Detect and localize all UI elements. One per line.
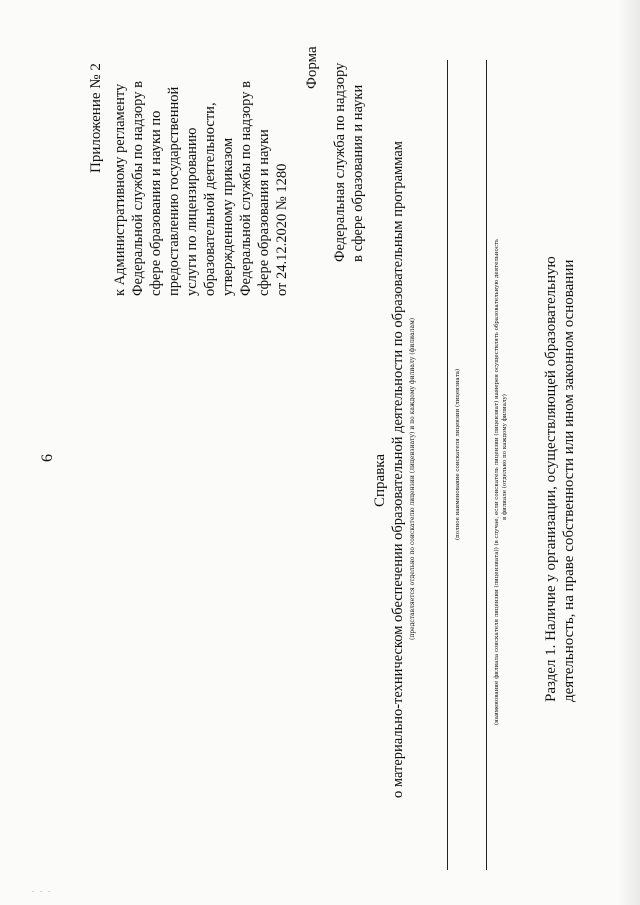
- document-title: Справка: [372, 454, 388, 507]
- scan-corner-mark: - - -: [32, 888, 53, 895]
- appendix-line: к Административному регламенту: [112, 83, 128, 296]
- appendix-line: образовательной деятельности,: [202, 102, 218, 296]
- field-caption: (полное наименование соискателя лицензии (лицензиата): [455, 368, 461, 540]
- appendix-line: от 24.12.2020 № 1280: [274, 163, 290, 296]
- appendix-line: Федеральной службы по надзору в: [238, 81, 254, 296]
- appendix-line: Федеральной службы по надзору в: [130, 81, 146, 296]
- appendix-line: сфере образования и науки по: [148, 110, 164, 296]
- field-caption: (наименование филиала соискателя лицензии (лицензиата)) (в случае, если соискатель лицензии (лицензиат) намерен осуществлять образовательную деятельность: [494, 239, 500, 725]
- appendix-line: утвержденному приказом: [220, 137, 236, 296]
- section-heading-line: деятельность, на праве собственности или ином законном основании: [561, 259, 577, 702]
- field-caption: в филиале (отдельно по каждому филиалу): [502, 394, 508, 520]
- appendix-line: сфере образования и науки: [256, 129, 272, 296]
- form-label: Форма: [304, 46, 320, 89]
- branch-name-field[interactable]: [486, 60, 487, 870]
- appendix-line: услуги по лицензированию: [184, 127, 200, 296]
- document-subtitle: о материально-техническом обеспечении образовательной деятельности по образовательным программам: [390, 141, 406, 798]
- scan-edge: [618, 0, 640, 905]
- page-number: 6: [39, 454, 56, 462]
- document-note: (представляется отдельно по соискателю лицензии (лицензиату) и по каждому филиалу (филиалам): [409, 317, 416, 640]
- agency-name-line: в сфере образования и науки: [350, 84, 366, 262]
- section-heading-line: Раздел 1. Наличие у организации, осуществляющей образовательную: [543, 256, 559, 702]
- appendix-line: предоставлению государственной: [166, 86, 182, 296]
- appendix-title: Приложение № 2: [88, 63, 104, 173]
- agency-name-line: Федеральная служба по надзору: [332, 62, 348, 262]
- organization-name-field[interactable]: [447, 60, 448, 870]
